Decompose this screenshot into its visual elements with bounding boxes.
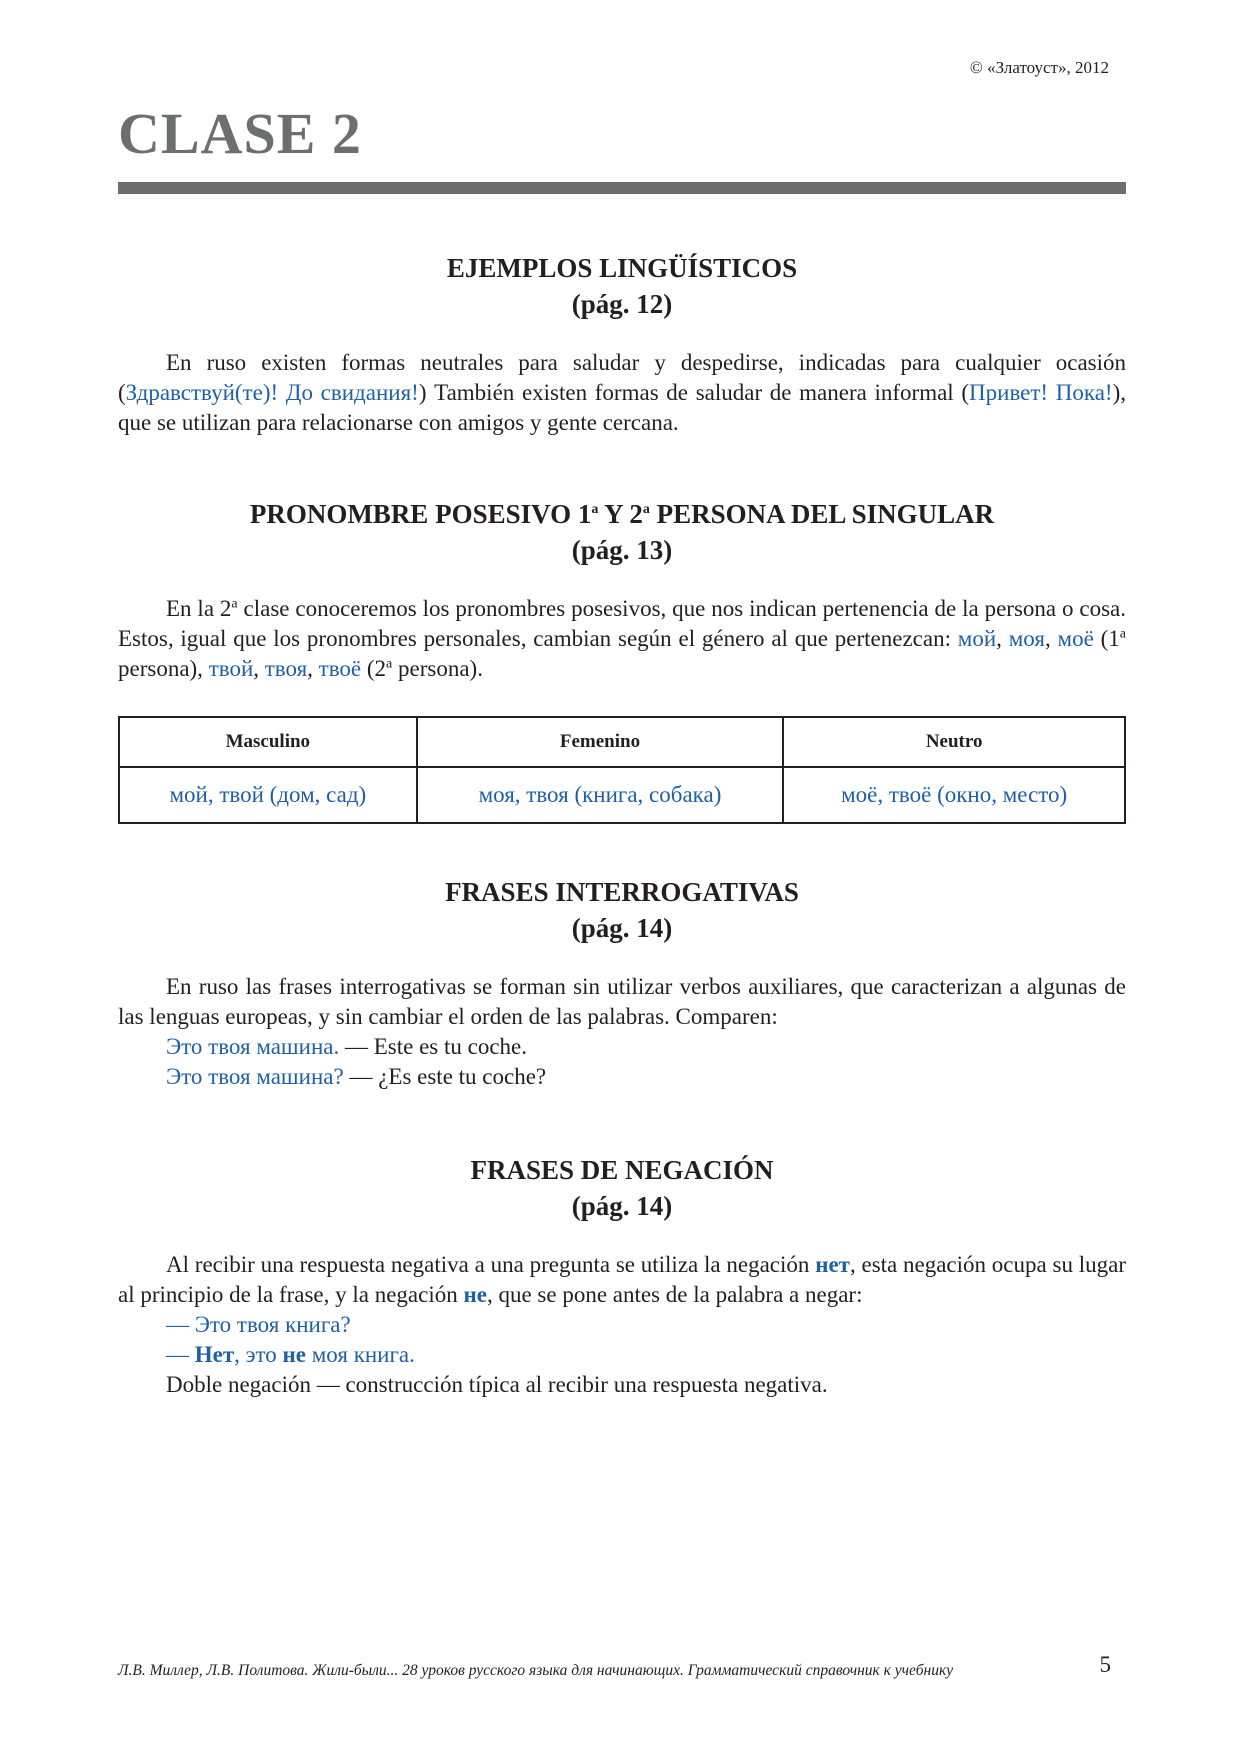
- russian-example: Здравствуй(те)! До свидания!: [125, 380, 419, 405]
- section-title: FRASES INTERROGATIVAS: [445, 877, 799, 907]
- dialogue-line: — Это твоя книга?: [166, 1312, 351, 1337]
- table-cell: моё, твоё (окно, место): [783, 767, 1125, 823]
- text: , que se pone antes de la palabra a negar:: [486, 1282, 863, 1307]
- section-title-part: Y 2: [598, 499, 643, 529]
- russian-word: нет: [815, 1252, 850, 1277]
- section-page-ref: (pág. 14): [571, 913, 673, 943]
- section-page-ref: (pág. 14): [571, 1191, 673, 1221]
- section-title: FRASES DE NEGACIÓN: [470, 1155, 774, 1185]
- page-title: CLASE 2: [118, 101, 362, 166]
- text: clase conoceremos los pronombres posesivos, que nos indican pertenencia de la persona o cosa. Estos, igual que los pronombres personales, cambian según el género al que pertenezcan:: [118, 596, 1126, 651]
- text: —: [166, 1342, 195, 1367]
- russian-word: не: [282, 1342, 306, 1367]
- copyright-notice: © «Златоуст», 2012: [969, 58, 1109, 77]
- closing-line: Doble negación — construcción típica al recibir una respuesta negativa.: [166, 1372, 828, 1397]
- superscript: a: [231, 596, 238, 612]
- possessive-table: [118, 716, 1126, 824]
- table-cell: моя, твоя (книга, собака): [417, 767, 784, 823]
- text: En ruso existen formas neutrales para saludar y despedirse, indicadas para cualquier ocasión (: [118, 350, 1126, 405]
- section-page-ref: (pág. 13): [571, 535, 673, 565]
- russian-word: не: [463, 1282, 487, 1307]
- section-title: EJEMPLOS LINGÜÍSTICOS: [446, 253, 798, 283]
- paragraph-negacion: [118, 1250, 1126, 1310]
- section-heading-interrogativas: [118, 874, 1126, 946]
- table-row: [119, 767, 1125, 823]
- text: ,: [1044, 626, 1058, 651]
- text: моя книга.: [306, 1342, 415, 1367]
- text: ) También existen formas de saludar de manera informal (: [418, 380, 970, 405]
- russian-word: мой: [957, 626, 997, 651]
- text: persona),: [118, 656, 209, 681]
- text: ), que se utilizan para relacionarse con amigos y gente cercana.: [118, 380, 1126, 435]
- text: ,: [253, 656, 265, 681]
- section-heading-ejemplos: [118, 250, 1126, 322]
- text: ,: [996, 626, 1009, 651]
- text: , это: [234, 1342, 283, 1367]
- russian-example: Это твоя машина?: [166, 1064, 344, 1089]
- table-header-row: [119, 717, 1125, 767]
- content: [118, 250, 1126, 1400]
- text: (1: [1093, 626, 1120, 651]
- table-header: Femenino: [417, 717, 784, 767]
- russian-word: твой: [208, 656, 254, 681]
- text: En la 2: [166, 596, 232, 621]
- superscript: a: [1119, 626, 1126, 642]
- dialogue-line: [166, 1340, 1126, 1370]
- title-divider: [118, 182, 1126, 194]
- russian-word: моя: [1008, 626, 1045, 651]
- superscript: a: [386, 656, 393, 672]
- russian-word: моё: [1057, 626, 1094, 651]
- table-cell: мой, твой (дом, сад): [119, 767, 417, 823]
- section-title-part: PRONOMBRE POSESIVO 1: [249, 499, 592, 529]
- section-title-part: PERSONA DEL SINGULAR: [649, 499, 995, 529]
- example-line: [166, 1062, 1126, 1092]
- page-number: 5: [1099, 1652, 1111, 1677]
- section-page-ref: (pág. 12): [571, 289, 673, 319]
- russian-word: Нет: [194, 1342, 235, 1367]
- section-heading-pronombre: [118, 496, 1126, 568]
- text: persona).: [392, 656, 483, 681]
- text: ,: [307, 656, 319, 681]
- text: Al recibir una respuesta negativa a una pregunta se utiliza la negación: [166, 1252, 816, 1277]
- text: , esta negación ocupa su lugar al principio de la frase, y la negación: [118, 1252, 1126, 1307]
- translation: — Este es tu coche.: [339, 1034, 527, 1059]
- superscript: a: [591, 502, 599, 517]
- table-header: Neutro: [783, 717, 1125, 767]
- footer-reference: Л.В. Миллер, Л.В. Политова. Жили-были... 28 уроков русского языка для начинающих. Грамматический справочник к учебнику: [118, 1662, 954, 1679]
- russian-example: Привет! Пока!: [969, 380, 1113, 405]
- paragraph-interrogativas: En ruso las frases interrogativas se forman sin utilizar verbos auxiliares, que caracterizan a algunas de las lenguas europeas, y sin cambiar el orden de las palabras. Comparen:: [118, 974, 1126, 1029]
- russian-word: твоя: [264, 656, 308, 681]
- russian-example: Это твоя машина.: [166, 1034, 340, 1059]
- example-line: [166, 1032, 1126, 1062]
- translation: — ¿Es este tu coche?: [343, 1064, 547, 1089]
- superscript: a: [642, 502, 650, 517]
- paragraph-ejemplos: [118, 348, 1126, 438]
- text: (2: [361, 656, 387, 681]
- table-header: Masculino: [119, 717, 417, 767]
- russian-word: твоё: [318, 656, 362, 681]
- paragraph-pronombre: [118, 594, 1126, 684]
- section-heading-negacion: [118, 1152, 1126, 1224]
